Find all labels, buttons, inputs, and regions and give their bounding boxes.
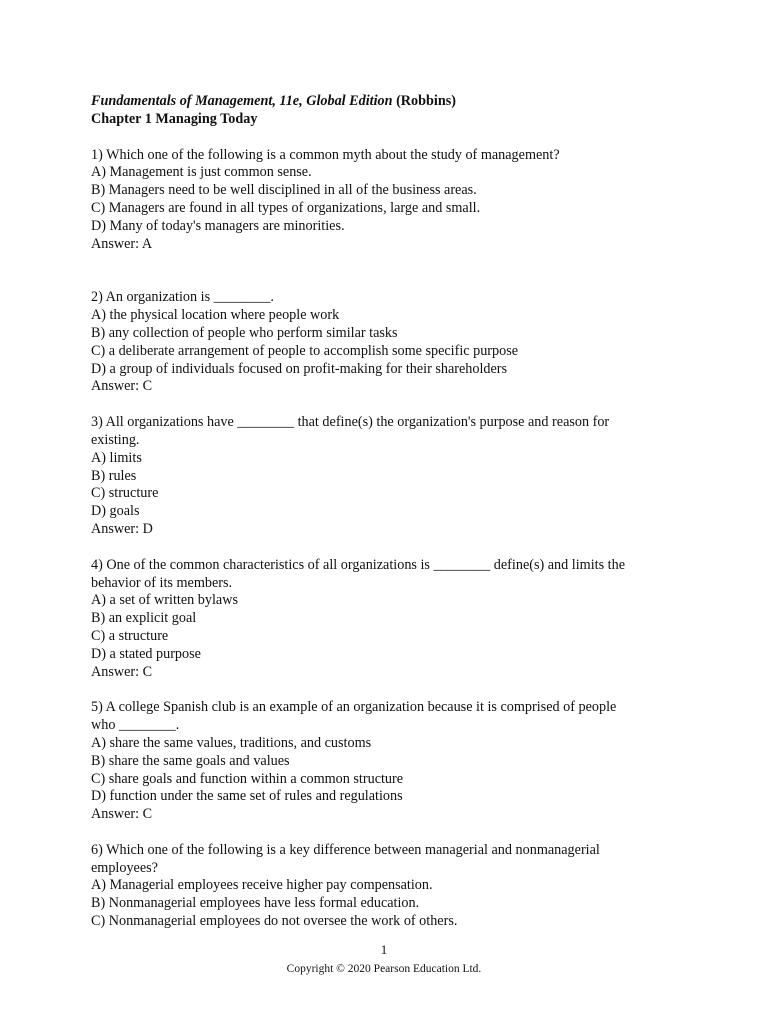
answer: Answer: C (91, 806, 153, 823)
question-3 (91, 414, 691, 539)
question-stem-continued: behavior of its members. (91, 574, 233, 591)
page-number: 1 (380, 942, 388, 957)
option-d: D) goals (91, 503, 140, 520)
question-6 (91, 842, 691, 931)
option-b: B) an explicit goal (91, 610, 197, 627)
option-b: B) rules (91, 467, 137, 484)
answer: Answer: C (91, 663, 153, 680)
option-b: B) share the same goals and values (91, 752, 290, 769)
option-a: A) Management is just common sense. (91, 164, 312, 181)
question-1 (91, 147, 691, 254)
option-a: A) limits (91, 449, 142, 466)
option-c: C) structure (91, 485, 159, 502)
book-title-line (91, 93, 691, 111)
option-d: D) a stated purpose (91, 645, 201, 662)
question-stem: 4) One of the common characteristics of all organizations is ________ define(s) and limits the (91, 556, 625, 573)
answer: Answer: D (91, 520, 153, 537)
question-stem-continued: who ________. (91, 717, 180, 734)
question-stem: 1) Which one of the following is a common myth about the study of management? (91, 146, 560, 163)
question-stem-continued: existing. (91, 431, 140, 448)
book-author: (Robbins) (396, 93, 457, 109)
answer: Answer: A (91, 235, 153, 252)
question-stem: 3) All organizations have ________ that define(s) the organization's purpose and reason for (91, 414, 610, 431)
option-c: C) a structure (91, 627, 169, 644)
option-d: D) a group of individuals focused on profit-making for their shareholders (91, 360, 508, 377)
question-stem: 6) Which one of the following is a key difference between managerial and nonmanagerial (91, 841, 600, 858)
answer: Answer: C (91, 378, 153, 395)
question-stem-continued: employees? (91, 859, 158, 876)
document-page (91, 93, 691, 931)
option-c: C) Nonmanagerial employees do not oversee the work of others. (91, 913, 458, 930)
copyright-notice: Copyright © 2020 Pearson Education Ltd. (286, 963, 482, 975)
option-c: C) a deliberate arrangement of people to accomplish some specific purpose (91, 342, 519, 359)
option-c: C) Managers are found in all types of organizations, large and small. (91, 199, 481, 216)
option-a: A) a set of written bylaws (91, 592, 238, 609)
question-5 (91, 699, 691, 824)
question-stem: 5) A college Spanish club is an example of an organization because it is comprised of people (91, 699, 617, 716)
document-header (91, 93, 691, 129)
book-title: Fundamentals of Management, 11e, Global Edition (91, 93, 393, 109)
option-b: B) Managers need to be well disciplined in all of the business areas. (91, 182, 477, 199)
option-b: B) any collection of people who perform similar tasks (91, 324, 398, 341)
option-d: D) function under the same set of rules and regulations (91, 788, 403, 805)
option-b: B) Nonmanagerial employees have less formal education. (91, 895, 420, 912)
option-a: A) share the same values, traditions, and customs (91, 734, 372, 751)
question-4 (91, 557, 691, 682)
option-c: C) share goals and function within a common structure (91, 770, 404, 787)
question-stem: 2) An organization is ________. (91, 289, 274, 306)
option-d: D) Many of today's managers are minorities. (91, 217, 345, 234)
question-2 (91, 289, 691, 396)
option-a: A) Managerial employees receive higher pay compensation. (91, 877, 433, 894)
option-a: A) the physical location where people work (91, 307, 340, 324)
chapter-title: Chapter 1 Managing Today (91, 110, 258, 127)
